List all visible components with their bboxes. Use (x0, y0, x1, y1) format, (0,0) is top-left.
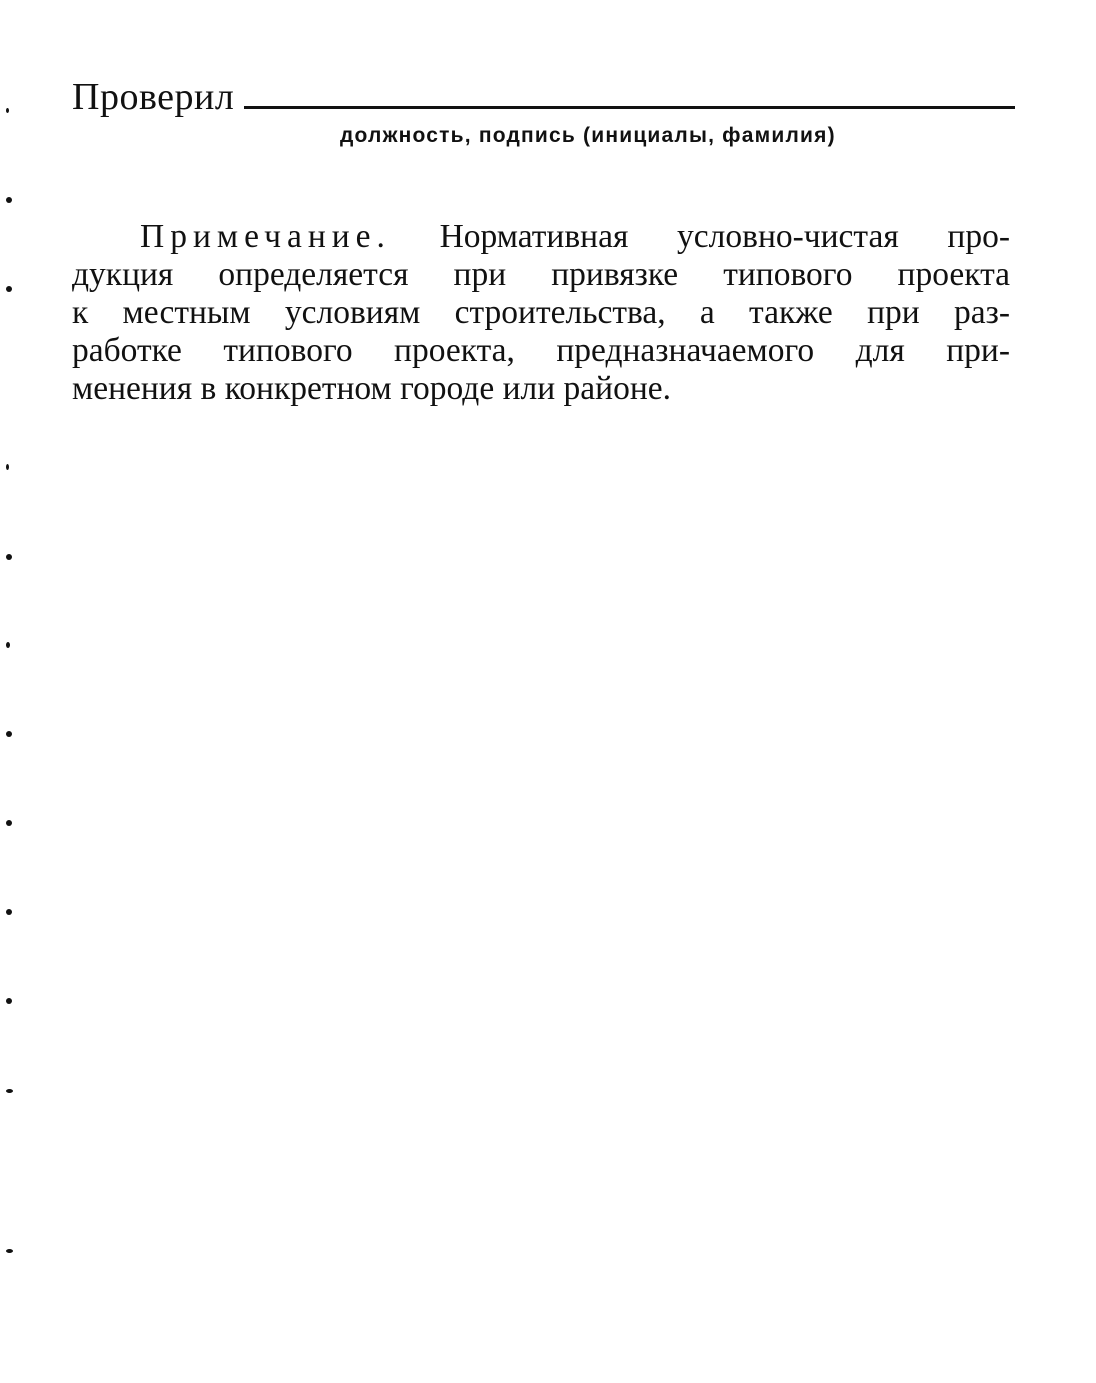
binding-mark (6, 909, 12, 915)
note-line: дукция определяется при привязке типового проекта (72, 256, 1010, 293)
binding-mark (6, 197, 12, 203)
binding-mark (6, 642, 10, 648)
binding-mark (6, 1249, 13, 1253)
signature-line (244, 106, 1015, 109)
checked-by-row (72, 72, 1017, 122)
note-text: Нормативная условно-чистая про- (439, 218, 1011, 255)
binding-mark (6, 731, 12, 737)
binding-mark (6, 554, 12, 560)
note-line: менения в конкретном городе или районе. (72, 370, 671, 407)
binding-mark (6, 820, 12, 826)
note-label: Примечание. (140, 218, 391, 255)
note-line: к местным условиям строительства, а также при раз- (72, 294, 1010, 331)
note-line (72, 218, 1010, 256)
note-line: работке типового проекта, предназначаемого для при- (72, 332, 1010, 369)
binding-mark (6, 464, 9, 470)
binding-mark (6, 1089, 13, 1093)
note-paragraph (72, 218, 1010, 408)
binding-mark (6, 286, 12, 292)
checked-by-label: Проверил (72, 76, 235, 118)
binding-mark (6, 108, 9, 113)
binding-mark (6, 998, 12, 1004)
signature-caption: должность, подпись (инициалы, фамилия) (340, 124, 836, 147)
